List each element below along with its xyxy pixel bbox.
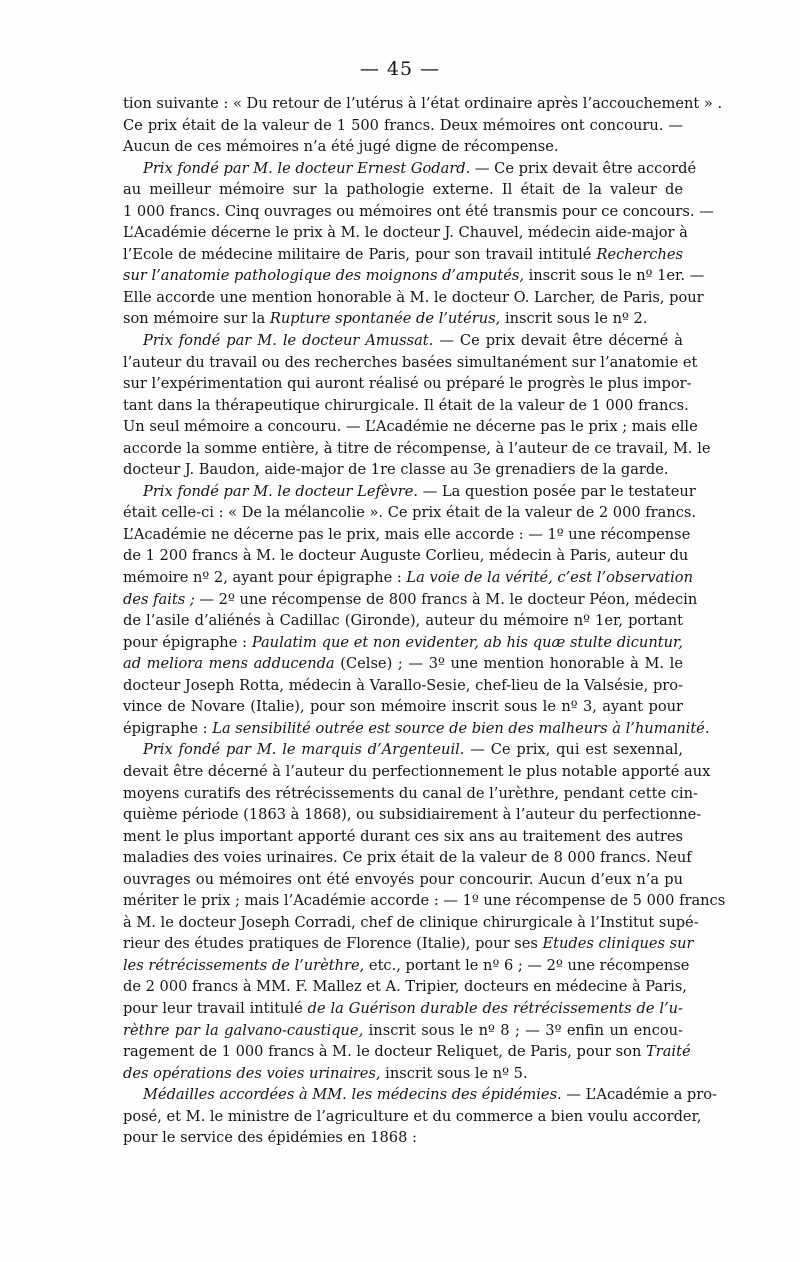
text-line [123,632,683,654]
text-line [123,869,683,891]
italic-segment: Prix fondé par M. le docteur Ernest Godard. [143,159,471,177]
italic-segment: de la Guérison durable des rétrécissements de l’u- [307,999,683,1017]
text-line [123,179,683,201]
text-segment: tant dans la thérapeutique chirurgicale. Il était de la valeur de 1 000 francs. [123,396,689,414]
italic-segment: des faits ; [123,590,195,608]
text-segment: — L’Académie a pro- [561,1086,717,1104]
text-segment: L’Académie ne décerne pas le prix, mais elle accorde : — 1º une récompense [123,525,691,543]
text-line [123,244,683,266]
text-line [123,1041,691,1063]
text-line [123,459,683,481]
text-line [123,718,710,740]
text-line [123,502,697,524]
text-line [123,1084,717,1106]
italic-segment: des opérations des voies urinaires, [123,1064,381,1082]
text-line [123,847,692,869]
text-segment: — Ce prix devait être décerné à [433,332,684,350]
text-segment: Un seul mémoire a concouru. — L’Académie ne décerne pas le prix ; mais elle [123,418,698,436]
text-segment: inscrit sous le nº 2. [500,310,648,328]
text-line [123,653,683,675]
text-line [123,998,683,1020]
text-segment: Aucun de ces mémoires n’a été jugé digne de récompense. [123,138,559,156]
text-line [123,1020,683,1042]
text-segment: — 2º une récompense de 800 francs à M. le docteur Péon, médecin [194,590,698,608]
body-text [123,93,726,1149]
text-line [123,933,694,955]
italic-segment: Recherches [596,245,683,263]
text-segment: maladies des voies urinaires. Ce prix était de la valeur de 8 000 francs. Neuf [123,849,692,867]
text-segment: mériter le prix ; mais l’Académie accorde : — 1º une récompense de 5 000 francs [123,892,726,910]
text-segment: inscrit sous le nº 8 ; — 3º enfin un encou- [363,1021,683,1039]
text-line [123,589,698,611]
italic-segment: sur l’anatomie pathologique des moignons d’amputés, [123,267,524,285]
text-segment: devait être décerné à l’auteur du perfectionnement le plus notable apporté aux [123,762,711,780]
text-line [123,761,711,783]
italic-segment: Prix fondé par M. le marquis d’Argenteuil. [143,741,465,759]
text-line [123,955,690,977]
text-line [123,739,683,761]
text-segment: ment le plus important apporté durant ces six ans au traitement des autres [123,827,683,845]
text-segment: 1 000 francs. Cinq ouvrages ou mémoires ont été transmis pour ce concours. — [123,202,714,220]
text-line [123,976,687,998]
text-line [123,438,711,460]
text-line [123,201,714,223]
text-line [123,330,683,352]
text-segment: rieur des études pratiques de Florence (Italie), pour ses [123,935,543,953]
text-line [123,890,726,912]
text-segment: sur l’expérimentation qui auront réalisé ou préparé le progrès le plus impor- [123,375,692,393]
text-segment: pour épigraphe : [123,633,252,651]
text-segment: tion suivante : « Du retour de l’utérus à l’état ordinaire après l’accouchement » . [123,95,723,112]
italic-segment: Prix fondé par M. le docteur Lefèvre. [143,482,419,500]
text-segment: pour leur travail intitulé [123,999,308,1017]
text-segment: de 1 200 francs à M. le docteur Auguste Corlieu, médecin à Paris, auteur du [123,547,689,565]
italic-segment: Médailles accordées à MM. les médecins des épidémies. [143,1086,562,1104]
text-line [123,783,698,805]
text-line [123,696,683,718]
text-segment: à M. le docteur Joseph Corradi, chef de clinique chirurgicale à l’Institut supé- [123,913,699,931]
italic-segment: Rupture spontanée de l’utérus, [269,310,501,328]
text-segment: docteur Joseph Rotta, médecin à Varallo-Sesie, chef-lieu de la Valsésie, pro- [123,676,683,694]
text-line [123,136,683,158]
text-segment: etc., portant le nº 6 ; — 2º une récompense [364,956,690,974]
text-segment: docteur J. Baudon, aide-major de 1re classe au 3e grenadiers de la garde. [123,461,669,479]
text-segment: — La question posée par le testateur [418,482,696,500]
italic-segment: Traité [646,1043,691,1061]
italic-segment: les rétrécissements de l’urèthre, [123,956,365,974]
text-line [123,675,683,697]
text-segment: était celle-ci : « De la mélancolie ». Ce prix était de la valeur de 2 000 francs. [123,504,697,522]
text-line [123,545,689,567]
text-line [123,610,683,632]
text-segment: l’Ecole de médecine militaire de Paris, pour son travail intitulé [123,245,597,263]
text-segment: de l’asile d’aliénés à Cadillac (Gironde), auteur du mémoire nº 1er, portant [123,612,683,630]
text-line [123,416,698,438]
text-segment: l’auteur du travail ou des recherches basées simultanément sur l’anatomie et [123,353,698,371]
text-segment: — Ce prix, qui est sexennal, [464,741,683,759]
text-line [123,373,692,395]
text-segment: pour le service des épidémies en 1868 : [123,1129,417,1147]
italic-segment: Prix fondé par M. le docteur Amussat. [143,332,434,350]
text-line [123,222,688,244]
text-segment: Ce prix était de la valeur de 1 500 francs. Deux mémoires ont concouru. — [123,116,683,134]
text-line [123,481,696,503]
italic-segment: ad meliora mens adducenda [123,655,335,673]
italic-segment: La sensibilité outrée est source de bien des malheurs à l’humanité. [212,719,710,737]
text-segment: son mémoire sur la [123,310,270,328]
text-segment: Elle accorde une mention honorable à M. le docteur O. Larcher, de Paris, pour [123,288,704,306]
text-segment: quième période (1863 à 1868), ou subsidiairement à l’auteur du perfectionne- [123,806,702,824]
text-line [123,93,723,115]
text-line [123,352,698,374]
text-line [123,287,704,309]
italic-segment: La voie de la vérité, c’est l’observation [406,569,693,587]
text-segment: de 2 000 francs à MM. F. Mallez et A. Tripier, docteurs en médecine à Paris, [123,978,687,996]
text-line [123,826,683,848]
text-line [123,158,697,180]
text-segment: ouvrages ou mémoires ont été envoyés pour concourir. Aucun d’eux n’a pu [123,870,683,888]
page-number: — 45 — [359,58,441,80]
text-line [123,265,705,287]
text-segment: — Ce prix devait être accordé [470,159,697,177]
text-segment: posé, et M. le ministre de l’agriculture et du commerce a bien voulu accorder, [123,1107,702,1125]
text-segment: ragement de 1 000 francs à M. le docteur Reliquet, de Paris, pour son [123,1043,646,1061]
text-line [123,804,702,826]
text-line [123,115,683,137]
text-segment: épigraphe : [123,719,213,737]
text-line [123,1106,702,1128]
text-segment: moyens curatifs des rétrécissements du canal de l’urèthre, pendant cette cin- [123,784,698,802]
text-line [123,912,699,934]
text-segment: inscrit sous le nº 1er. — [523,267,705,285]
italic-segment: Paulatim que et non evidenter, ab his quæ stulte dicuntur, [251,633,683,651]
text-line [123,1127,683,1149]
text-segment: au meilleur mémoire sur la pathologie externe. Il était de la valeur de [123,181,683,199]
text-line [123,308,683,330]
text-line [123,524,691,546]
text-segment: vince de Novare (Italie), pour son mémoire inscrit sous le nº 3, ayant pour [123,698,683,716]
text-line [123,1063,683,1085]
text-segment: L’Académie décerne le prix à M. le docteur J. Chauvel, médecin aide-major à [123,224,688,242]
text-line [123,567,693,589]
italic-segment: rèthre par la galvano-caustique, [123,1021,364,1039]
italic-segment: Etudes cliniques sur [542,935,694,953]
text-segment: inscrit sous le nº 5. [380,1064,528,1082]
text-segment: mémoire nº 2, ayant pour épigraphe : [123,569,407,587]
text-line [123,395,689,417]
text-segment: accorde la somme entière, à titre de récompense, à l’auteur de ce travail, M. le [123,439,711,457]
text-segment: (Celse) ; — 3º une mention honorable à M. le [334,655,683,673]
